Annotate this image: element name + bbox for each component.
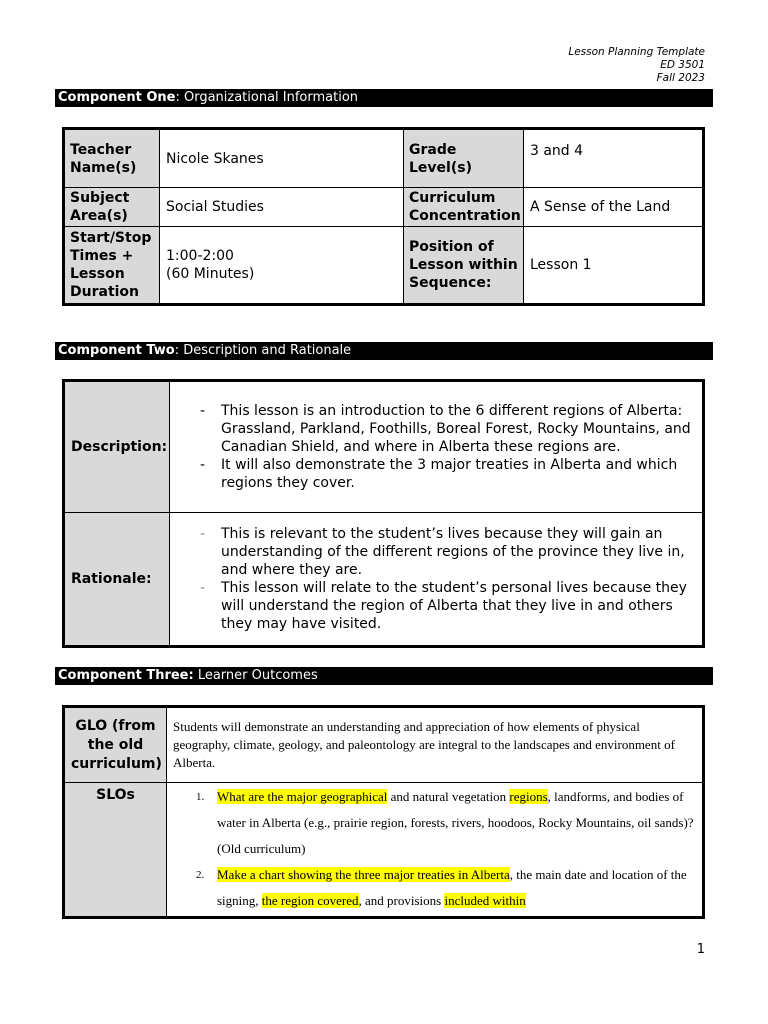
rationale-item: - This is relevant to the student’s lives because they will gain an understanding of the different regions of the province they live in, and where they are. — [176, 525, 696, 579]
organizational-info-table — [62, 127, 705, 306]
grade-level-label: Grade Level(s) — [404, 129, 524, 188]
description-item: - It will also demonstrate the 3 major treaties in Alberta and which regions they cover. — [176, 456, 696, 492]
description-rationale-table — [62, 379, 705, 648]
subject-area-value: Social Studies — [160, 188, 404, 227]
page-number: 1 — [696, 942, 705, 957]
highlighted-text: the region covered — [261, 893, 359, 908]
subject-area-label: Subject Area(s) — [64, 188, 160, 227]
lesson-position-label: Position of Lesson within Sequence: — [404, 227, 524, 305]
rationale-label: Rationale: — [64, 513, 170, 647]
teacher-name-label: Teacher Name(s) — [64, 129, 160, 188]
header-template-title: Lesson Planning Template — [568, 46, 705, 58]
grade-level-value: 3 and 4 — [524, 129, 704, 188]
curriculum-label: Curriculum Concentration — [404, 188, 524, 227]
description-label: Description: — [64, 381, 170, 513]
slo-text: and natural vegetation — [387, 789, 510, 804]
glo-label: GLO (from the old curriculum) — [64, 707, 167, 783]
slos-cell — [167, 783, 704, 918]
template-header — [568, 46, 705, 85]
slo-text: , landforms, and bodies of water in Alberta (e.g., prairie region, forests, rivers, hoodoos, Rocky Mountains, oil sands)? (Old curriculum) — [217, 789, 694, 856]
section-title-bold: Component Three: — [58, 668, 194, 683]
section-title-rest: : Organizational Information — [175, 90, 359, 105]
slo-item — [173, 784, 696, 862]
slos-label: SLOs — [64, 783, 167, 918]
header-course-code: ED 3501 — [660, 59, 705, 71]
section-title-bold: Component One — [58, 90, 176, 105]
rationale-cell — [170, 513, 704, 647]
section-title-rest: Learner Outcomes — [193, 668, 318, 683]
times-range: 1:00-2:00 — [166, 248, 234, 264]
curriculum-value: A Sense of the Land — [524, 188, 704, 227]
start-stop-times-value — [160, 227, 404, 305]
highlighted-text: Make a chart showing the three major treaties in Alberta — [217, 867, 510, 882]
description-item: - This lesson is an introduction to the 6 different regions of Alberta: Grassland, Parkland, Foothills, Boreal Forest, Rocky Mountains, and Canadian Shield, and where in Alberta these regions are. — [176, 402, 696, 456]
description-cell — [170, 381, 704, 513]
learner-outcomes-table — [62, 705, 705, 919]
rationale-item: - This lesson will relate to the student’s personal lives because they will understand the region of Alberta that they live in and others they may have visited. — [176, 579, 696, 633]
section-bar-component-two — [55, 342, 713, 360]
teacher-name-value: Nicole Skanes — [160, 129, 404, 188]
section-title-rest: : Description and Rationale — [174, 343, 352, 358]
header-term: Fall 2023 — [656, 72, 705, 84]
section-bar-component-one — [55, 89, 713, 107]
highlighted-text: regions — [509, 789, 548, 804]
highlighted-text: included within — [444, 893, 526, 908]
slo-item — [173, 862, 696, 914]
highlighted-text: What are the major geographical — [217, 789, 388, 804]
section-title-bold: Component Two — [58, 343, 175, 358]
slo-text: , the main date and location of the signing, — [217, 867, 687, 908]
slo-text: , and provisions — [358, 893, 445, 908]
section-bar-component-three — [55, 667, 713, 685]
start-stop-times-label: Start/Stop Times + Lesson Duration — [64, 227, 160, 305]
lesson-position-value: Lesson 1 — [524, 227, 704, 305]
times-duration: (60 Minutes) — [166, 266, 255, 282]
slo-number: 2. — [196, 869, 205, 881]
glo-text: Students will demonstrate an understanding and appreciation of how elements of physical geography, climate, geology, and paleontology are integral to the landscapes and environment of Alberta. — [167, 707, 704, 783]
slo-number: 1. — [196, 791, 205, 803]
